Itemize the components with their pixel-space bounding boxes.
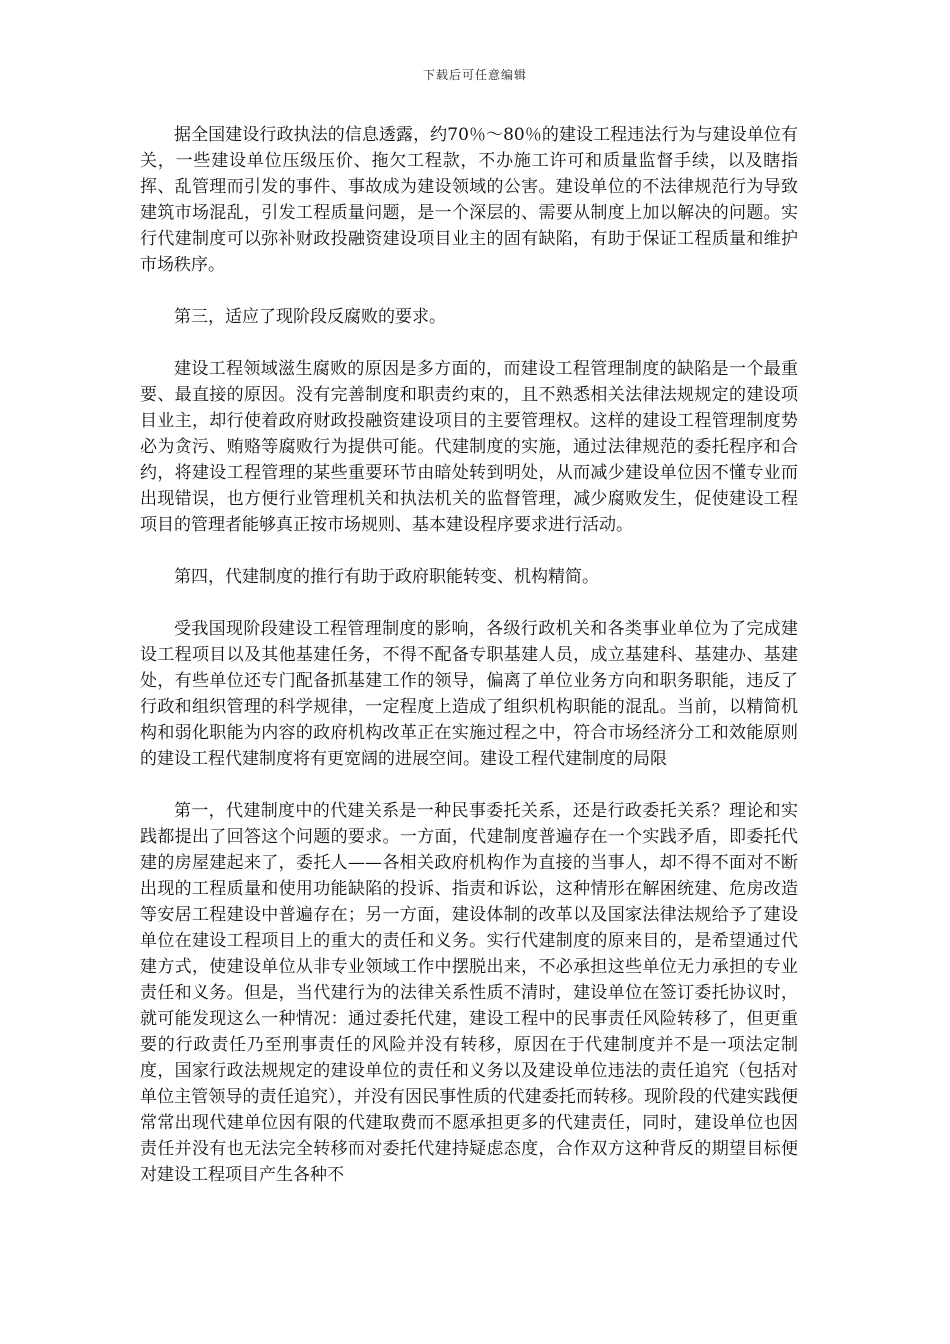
paragraph-construction-unit-violations: 据全国建设行政执法的信息透露，约70％～80％的建设工程违法行为与建设单位有关，一些建设单位压级压价、拖欠工程款，不办施工许可和质量监督手续，以及瞎指挥、乱管理而引发的事件、事故成为建设领域的公害。建设单位的不法律规范行为导致建筑市场混乱，引发工程质量问题，是一个深层的、需要从制度上加以解决的问题。实行代建制度可以弥补财政投融资建设项目业主的固有缺陷，有助于保证工程质量和维护市场秩序。	[140, 125, 798, 275]
paragraph-limitations-first-point: 第一，代建制度中的代建关系是一种民事委托关系，还是行政委托关系？理论和实践都提出了回答这个问题的要求。一方面，代建制度普遍存在一个实践矛盾，即委托代建的房屋建起来了，委托人——各相关政府机构作为直接的当事人，却不得不面对不断出现的工程质量和使用功能缺陷的投诉、指责和诉讼，这种情形在解困统建、危房改造等安居工程建设中普遍存在；另一方面，建设体制的改革以及国家法律法规给予了建设单位在建设工程项目上的重大的责任和义务。实行代建制度的原来目的，是希望通过代建方式，使建设单位从非专业领域工作中摆脱出来，不必承担这些单位无力承担的专业责任和义务。但是，当代建行为的法律关系性质不清时，建设单位在签订委托协议时，就可能发现这么一种情况：通过委托代建，建设工程中的民事责任风险转移了，但更重要的行政责任乃至刑事责任的风险并没有转移，原因在于代建制度并不是一项法定制度，国家行政法规规定的建设单位的责任和义务以及建设单位违法的责任追究（包括对单位主管领导的责任追究），并没有因民事性质的代建委托而转移。现阶段的代建实践便常常出现代建单位因有限的代建取费而不愿承担更多的代建责任，同时，建设单位也因责任并没有也无法完全转移而对委托代建持疑虑态度，合作双方这种背反的期望目标便对建设工程项目产生各种不	[140, 801, 798, 1185]
paragraph-heading-third-point: 第三，适应了现阶段反腐败的要求。	[174, 307, 446, 327]
page-header-note: 下载后可任意编辑	[422, 68, 527, 82]
paragraph-anti-corruption: 建设工程领域滋生腐败的原因是多方面的，而建设工程管理制度的缺陷是一个最重要、最直接的原因。没有完善制度和职责约束的，且不熟悉相关法律法规规定的建设项目业主，却行使着政府财政投融资建设项目的主要管理权。这样的建设工程管理制度势必为贪污、贿赂等腐败行为提供可能。代建制度的实施，通过法律规范的委托程序和合约，将建设工程管理的某些重要环节由暗处转到明处，从而减少建设单位因不懂专业而出现错误，也方便行业管理机关和执法机关的监督管理，减少腐败发生，促使建设工程项目的管理者能够真正按市场规则、基本建设程序要求进行活动。	[140, 359, 798, 535]
paragraph-heading-fourth-point: 第四，代建制度的推行有助于政府职能转变、机构精简。	[174, 567, 599, 587]
document-body	[140, 122, 798, 1214]
paragraph-government-function-reform: 受我国现阶段建设工程管理制度的影响，各级行政机关和各类事业单位为了完成建设工程项目以及其他基建任务，不得不配备专职基建人员，成立基建科、基建办、基建处，有些单位还专门配备抓基建工作的领导，偏离了单位业务方向和职务职能，违反了行政和组织管理的科学规律，一定程度上造成了组织机构职能的混乱。当前，以精简机构和弱化职能为内容的政府机构改革正在实施过程之中，符合市场经济分工和效能原则的建设工程代建制度将有更宽阔的进展空间。建设工程代建制度的局限	[140, 619, 798, 769]
